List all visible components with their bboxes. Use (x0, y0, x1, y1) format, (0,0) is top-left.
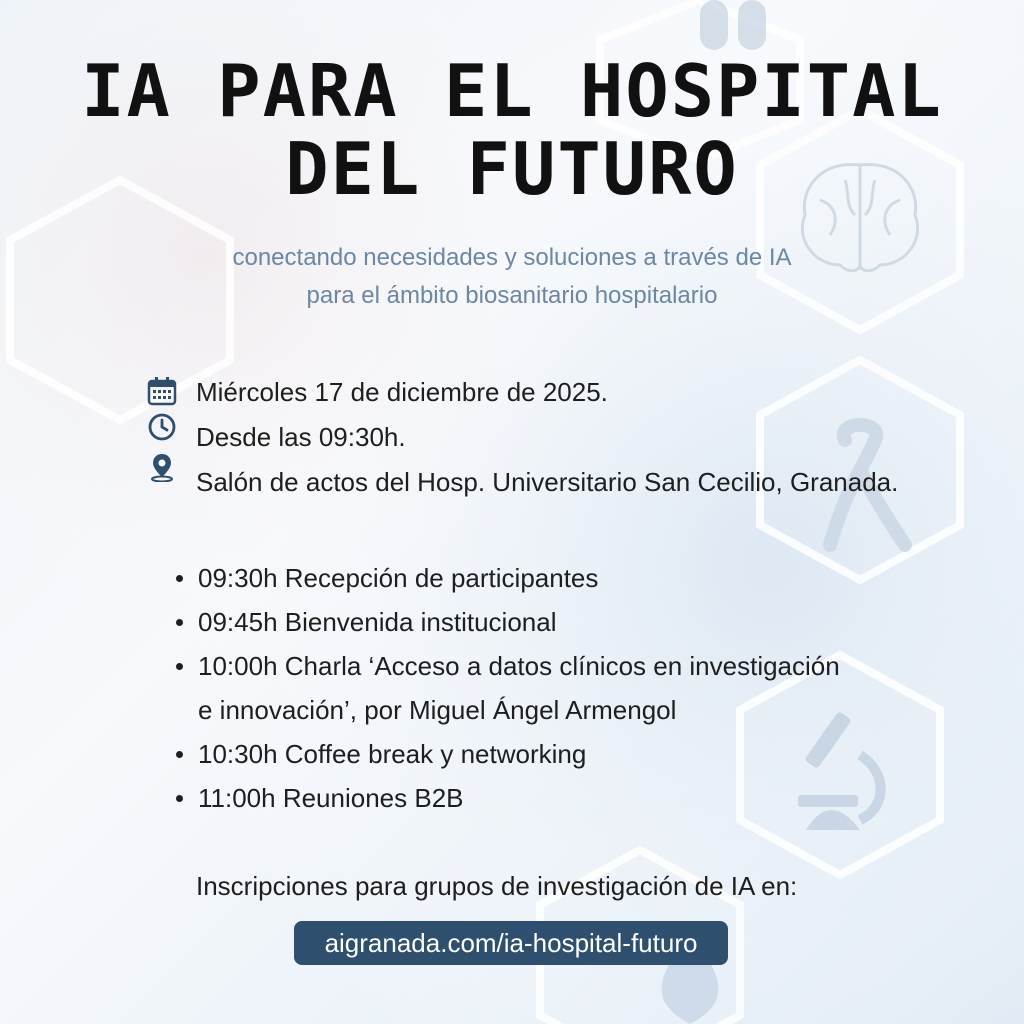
subtitle-line-1: conectando necesidades y soluciones a través de IA (232, 244, 792, 271)
agenda-item-text: 11:00h Reuniones B2B (198, 783, 464, 813)
registration-label: Inscripciones para grupos de investigación de IA en: (196, 871, 798, 901)
agenda-item-text: 09:45h Bienvenida institucional (198, 607, 557, 637)
bullet (176, 663, 183, 670)
agenda-item-text: 10:30h Coffee break y networking (198, 739, 587, 769)
page-title-line-1: IA PARA EL HOSPITAL (81, 49, 943, 133)
location-pin-icon (147, 452, 177, 482)
event-date: Miércoles 17 de diciembre de 2025. (196, 377, 608, 407)
agenda-item (176, 600, 936, 644)
subtitle-line-2: para el ámbito biosanitario hospitalario (306, 282, 718, 309)
agenda-item (176, 556, 936, 600)
agenda-item-text: 09:30h Recepción de participantes (198, 563, 599, 593)
agenda-item-text-continued: e innovación’, por Miguel Ángel Armengol (198, 695, 677, 725)
clock-icon (147, 412, 177, 442)
calendar-icon (147, 376, 177, 406)
registration-link[interactable]: aigranada.com/ia-hospital-futuro (294, 921, 728, 965)
bullet (176, 751, 183, 758)
bullet (176, 575, 183, 582)
event-time: Desde las 09:30h. (196, 422, 406, 452)
agenda-item-text: 10:00h Charla ‘Acceso a datos clínicos en investigación (198, 651, 840, 681)
page-title-line-2: DEL FUTURO (285, 127, 739, 211)
agenda-list (176, 556, 936, 820)
bullet (176, 619, 183, 626)
agenda-item (176, 732, 936, 776)
event-location: Salón de actos del Hosp. Universitario San Cecilio, Granada. (196, 467, 899, 497)
agenda-item (176, 644, 936, 732)
agenda-item (176, 776, 936, 820)
bullet (176, 795, 183, 802)
